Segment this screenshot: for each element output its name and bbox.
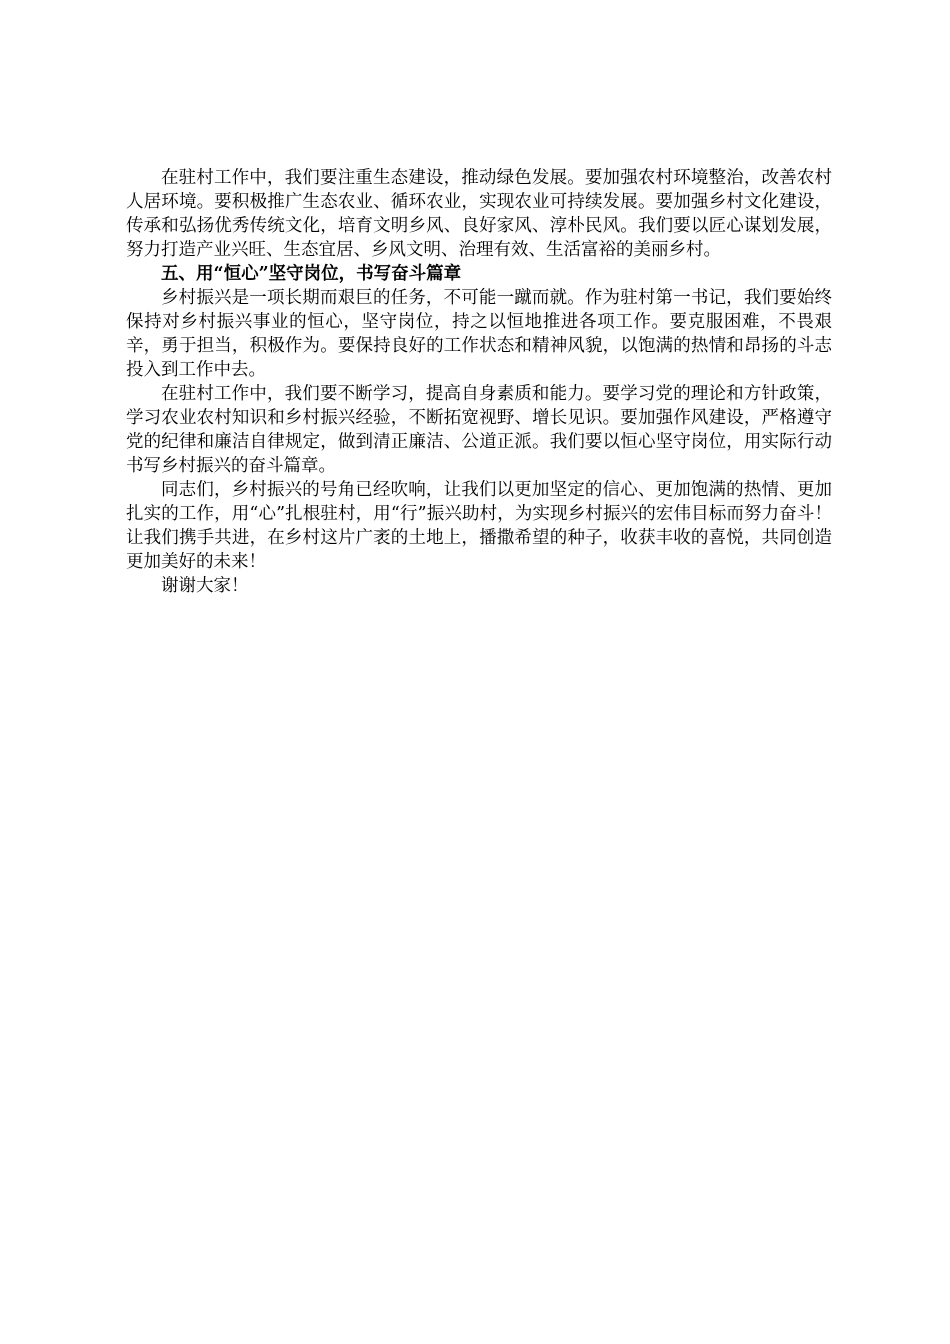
- paragraph-learning: 在驻村工作中，我们要不断学习，提高自身素质和能力。要学习党的理论和方针政策，学习农业农村知识和乡村振兴经验，不断拓宽视野、增长见识。要加强作风建设，严格遵守党的纪律和廉洁自律规定，做到清正廉洁、公道正派。我们要以恒心坚守岗位，用实际行动书写乡村振兴的奋斗篇章。: [126, 384, 832, 476]
- paragraph-thanks: 谢谢大家！: [161, 576, 249, 596]
- paragraph-closing-call: 同志们，乡村振兴的号角已经吹响，让我们以更加坚定的信心、更加饱满的热情、更加扎实的工作，用“心”扎根驻村，用“行”振兴助村，为实现乡村振兴的宏伟目标而努力奋斗！让我们携手共进，在乡村这片广袤的土地上，播撒希望的种子，收获丰收的喜悦，共同创造更加美好的未来！: [126, 480, 832, 572]
- section-heading-five: 五、用“恒心”坚守岗位，书写奋斗篇章: [161, 264, 462, 284]
- document-body: [126, 166, 832, 598]
- paragraph-ecology: 在驻村工作中，我们要注重生态建设，推动绿色发展。要加强农村环境整治，改善农村人居环境。要积极推广生态农业、循环农业，实现农业可持续发展。要加强乡村文化建设，传承和弘扬优秀传统文化，培育文明乡风、良好家风、淳朴民风。我们要以匠心谋划发展，努力打造产业兴旺、生态宜居、乡风文明、治理有效、生活富裕的美丽乡村。: [126, 168, 832, 260]
- paragraph-perseverance: 乡村振兴是一项长期而艰巨的任务，不可能一蹴而就。作为驻村第一书记，我们要始终保持对乡村振兴事业的恒心，坚守岗位，持之以恒地推进各项工作。要克服困难，不畏艰辛，勇于担当，积极作为。要保持良好的工作状态和精神风貌，以饱满的热情和昂扬的斗志投入到工作中去。: [126, 288, 832, 380]
